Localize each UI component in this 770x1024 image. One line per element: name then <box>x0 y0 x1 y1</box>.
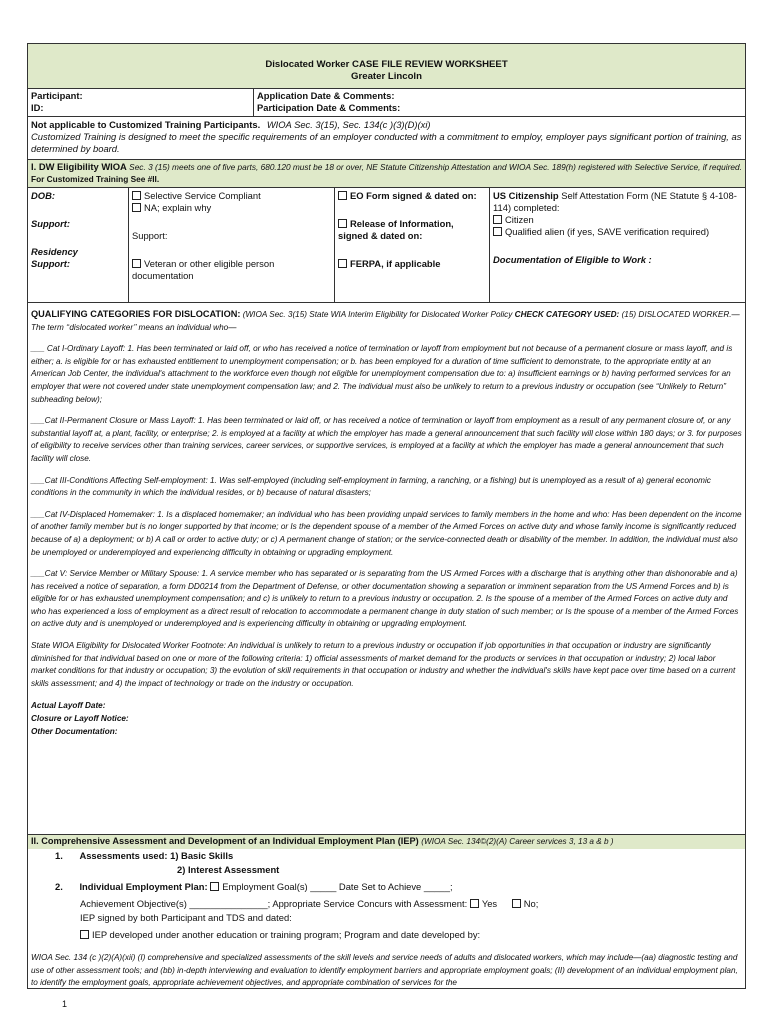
qualifying-check-used: CHECK CATEGORY USED: <box>514 310 620 319</box>
participant-cell <box>28 89 254 116</box>
wioa-assessment-text: WIOA Sec. 134 (c )(2)(A)(xii) (I) comprehensive and specialized assessments of the skill levels and service needs of adults and dislocated workers, which may include—(aa) diagnostic testing and use of other assessment tools; and (bb) in-depth interviewing and evaluation to identify employment barriers and appropriate employment goals; (II) development of an individual employment plan, to identify the employment goals, appropriate achievement objectives, and appropriate combination of services for the <box>31 953 738 988</box>
worksheet <box>27 43 746 989</box>
veteran-item <box>132 258 331 282</box>
assessments-item <box>31 849 742 863</box>
yes-checkbox[interactable] <box>470 899 479 908</box>
employment-goal-text: Employment Goal(s) _____ Date Set to Achieve _____; <box>222 881 453 892</box>
customized-cell <box>28 117 745 159</box>
application-date-label: Application Date & Comments: <box>257 90 395 101</box>
eligibility-heading: I. DW Eligibility WIOA <box>31 161 127 172</box>
ferpa-checkbox[interactable] <box>338 259 347 268</box>
no-label: No; <box>523 898 539 909</box>
selective-service-column <box>129 188 335 302</box>
citizen-item <box>493 214 742 226</box>
forms-column <box>335 188 490 302</box>
release-checkbox[interactable] <box>338 219 347 228</box>
category-4: ___Cat IV-Displaced Homemaker: 1. Is a displaced homemaker; an individual who has been providing unpaid services to family members in the home and who: Has been dependent on the income of another family member but is no longer supported by that income; or Is the dependent spouse of a member of the Armed Forces on active duty and whose family income is significantly reduced because of a) a deployment; or b) A call or order to active duty; or c) A permanent change of station; or the service-connected death or disability of the member. In addition, the individual must also be unemployed or underemployed and experiencing difficulty in obtaining or upgrading employment. <box>31 509 742 557</box>
worksheet-header <box>28 44 745 89</box>
no-checkbox[interactable] <box>512 899 521 908</box>
achievement-text: Achievement Objective(s) _______________; Appropriate Service Concurs with Assessment: <box>80 898 468 909</box>
selective-service-bold: Selective Service <box>144 190 216 201</box>
eligibility-grid <box>28 188 745 303</box>
citizen-label: Citizen <box>505 214 534 225</box>
release-label: Release of Information, signed & dated on: <box>338 218 454 241</box>
ferpa-label: FERPA, if applicable <box>350 258 441 269</box>
na-label: NA; explain why <box>144 202 212 213</box>
category-3: ___Cat III-Conditions Affecting Self-employment: 1. Was self-employed (including self-employment in farming, a ranching, or a fishing) but is unemployed as a result of a) general economic conditions in the community in which the individual resides, or b) because of natural disasters; <box>31 475 711 498</box>
dob-label: DOB: <box>31 190 55 201</box>
support2-label: Support: <box>132 230 168 241</box>
citizenship-rest: Self Attestation Form (NE Statute § 4-108-114) completed: <box>493 190 737 213</box>
customized-heading: Not applicable to Customized Training Participants. <box>31 119 261 130</box>
residency-label: Residency <box>31 246 78 257</box>
other-documentation-label: Other Documentation: <box>31 726 118 736</box>
employment-goal-checkbox[interactable] <box>210 882 219 891</box>
ferpa-item <box>338 258 486 270</box>
customized-row <box>28 117 745 160</box>
eligibility-note: For Customized Training See #II. <box>31 174 160 184</box>
participant-label: Participant: <box>31 90 83 101</box>
release-item <box>338 218 486 242</box>
qualifying-citation: (WIOA Sec. 3(15) State WIA Interim Eligibility for Dislocated Worker Policy <box>242 310 513 319</box>
iep-label: Individual Employment Plan: <box>79 881 208 892</box>
participation-date-label: Participation Date & Comments: <box>257 102 401 113</box>
selective-service-item <box>132 190 331 202</box>
iep-developed-item <box>31 928 742 942</box>
veteran-label: Veteran or other eligible person documentation <box>132 258 275 281</box>
support-label: Support: <box>31 218 71 229</box>
veteran-checkbox[interactable] <box>132 259 141 268</box>
interest-assessment: 2) Interest Assessment <box>177 864 280 875</box>
assessments-label: Assessments used: 1) Basic Skills <box>79 850 234 861</box>
qualifying-heading: QUALIFYING CATEGORIES FOR DISLOCATION: <box>31 309 241 319</box>
dob-column <box>28 188 129 302</box>
participant-row <box>28 89 745 117</box>
eligibility-text: Sec. 3 (15) meets one of five parts, 680.120 must be 18 or over, NE Statute Citizenship Attestation and WIOA Sec. 189(h) registered with Selective Service, if required. <box>129 162 742 172</box>
id-label: ID: <box>31 102 44 113</box>
worksheet-title: Dislocated Worker CASE FILE REVIEW WORKSHEET <box>265 59 508 70</box>
citizenship-item <box>493 190 742 214</box>
na-checkbox[interactable] <box>132 203 141 212</box>
citizen-checkbox[interactable] <box>493 215 502 224</box>
eo-form-item <box>338 190 486 202</box>
iep-developed-checkbox[interactable] <box>80 930 89 939</box>
citizenship-column <box>490 188 745 302</box>
customized-text: Customized Training is designed to meet the specific requirements of an employer conducted with a commitment to employ, employer pays significant portion of training, as determined by board. <box>31 131 742 154</box>
eo-form-checkbox[interactable] <box>338 191 347 200</box>
yes-label: Yes <box>481 898 498 909</box>
category-2: ___Cat II-Permanent Closure or Mass Layoff: 1. Has been terminated or laid off, or has received a notice of termination or layoff from employment as a result of any permanent closure of, or any substantial layoff at, a plant, facility, or enterprise; 2. is employed at a facility at which the employer has made a general announcement that such facility will close within 180 days; or 3. for purposes of eligibility to receive services other than training services, career services, or supportive services, is employed at a facility at which the employer has made a general announcement that such facility will close. <box>31 416 742 463</box>
closure-notice-label: Closure or Layoff Notice: <box>31 714 129 724</box>
alien-item <box>493 226 742 238</box>
item2-number: 2. <box>55 881 63 892</box>
iep-developed-label: IEP developed under another education or training program; Program and date developed by: <box>92 929 481 940</box>
eligibility-heading-row <box>28 160 745 188</box>
unlikely-footnote: State WIOA Eligibility for Dislocated Worker Footnote: An individual is unlikely to return to a previous industry or occupation if job opportunities in that occupation or industry are significantly diminished for that individual based on one or more of the following criteria: 1) official assessments of market demand for the products or services in that occupation or industry; 2) local labor market conditions for that industry or occupation; 3) the evolution of skill requirements in that occupation or industry and whether the individual's skills have kept pace over time based on a current skills assessment; and 4) the impact of technology or trade on the industry or occupation. <box>31 641 736 688</box>
section2-heading-cell <box>28 835 617 849</box>
section2-body <box>28 849 745 990</box>
category-5: ___Cat V: Service Member or Military Spouse: 1. A service member who has separated or is separating from the US Armed Forces with a discharge that is anything other than dishonorable and a) has received a notice of separation, a form DD0214 from the Department of Defense, or other documentation showing a separation or imminent separation from the US Armend Forces and b) is eligible for or has exhausted unemployment compensation; and c) is unlikely to return to a previous industry or occupation. 2. Is the spouse of a member of the Armed Forces on active duty and who has experienced a loss of employment as a direct result of relocation to accommodate a permanent change in duty station of such member; or Is the spouse of a member of the Armed Forces on active duty and is unemployed or underemployed and is experiencing difficulty in obtaining or upgrading employment. <box>31 569 739 629</box>
page-number: 1 <box>62 999 68 1009</box>
qualifying-section <box>28 308 745 835</box>
eligibility-heading-cell <box>28 160 745 187</box>
iep-signed-label: IEP signed by both Participant and TDS and dated: <box>80 912 292 923</box>
qualifying-tail: (15) DISLOCATED WORKER.—The term ‘‘dislocated worker’’ means an individual who— <box>31 310 740 332</box>
selective-service-rest: Compliant <box>215 190 261 201</box>
alien-label: Qualified alien (if yes, SAVE verification required) <box>505 226 710 237</box>
alien-checkbox[interactable] <box>493 227 502 236</box>
na-item <box>132 202 331 214</box>
customized-citation: WIOA Sec. 3(15), Sec. 134(c )(3)(D)(xi) <box>266 119 431 130</box>
achievement-line <box>31 897 742 911</box>
section2-heading-row <box>28 835 745 849</box>
citizenship-bold: US Citizenship <box>493 190 559 201</box>
dates-cell <box>254 89 745 116</box>
section2-heading: II. Comprehensive Assessment and Development of an Individual Employment Plan (IEP) <box>31 836 419 846</box>
section2-citation: (WIOA Sec. 134©(2)(A) Career services 3, 13 a & b ) <box>421 837 614 846</box>
documentation-label: Documentation of Eligible to Work : <box>493 254 652 265</box>
iep-item <box>31 880 742 894</box>
residency-support-label: Support: <box>31 258 71 269</box>
item1-number: 1. <box>55 850 63 861</box>
worksheet-subtitle: Greater Lincoln <box>351 71 422 82</box>
eo-form-label: EO Form signed & dated on: <box>350 190 477 201</box>
category-1: ___ Cat I-Ordinary Layoff: 1. Has been terminated or laid off, or who has received a notice of termination or layoff from employment but not because of a permanent closure or mass layoff, and is either; a. is eligible for or has exhausted entitlement to unemployment compensation; or b. has been employed for a duration of time sufficient to demonstrate, to the appropriate entity at an American Job Center, the individual's attachment to the workforce even though not eligible for unemployment compensation due to: a) insufficient earnings or b) having performed services for an employer that were not covered under state unemployment compensation law; and 2. The individual must also be unlikely to return to a previous industry or occupation (see “Unlikely to Return” subheading below); <box>31 344 733 404</box>
actual-layoff-label: Actual Layoff Date: <box>31 701 106 711</box>
selective-service-checkbox[interactable] <box>132 191 141 200</box>
qualifying-intro <box>28 308 745 334</box>
